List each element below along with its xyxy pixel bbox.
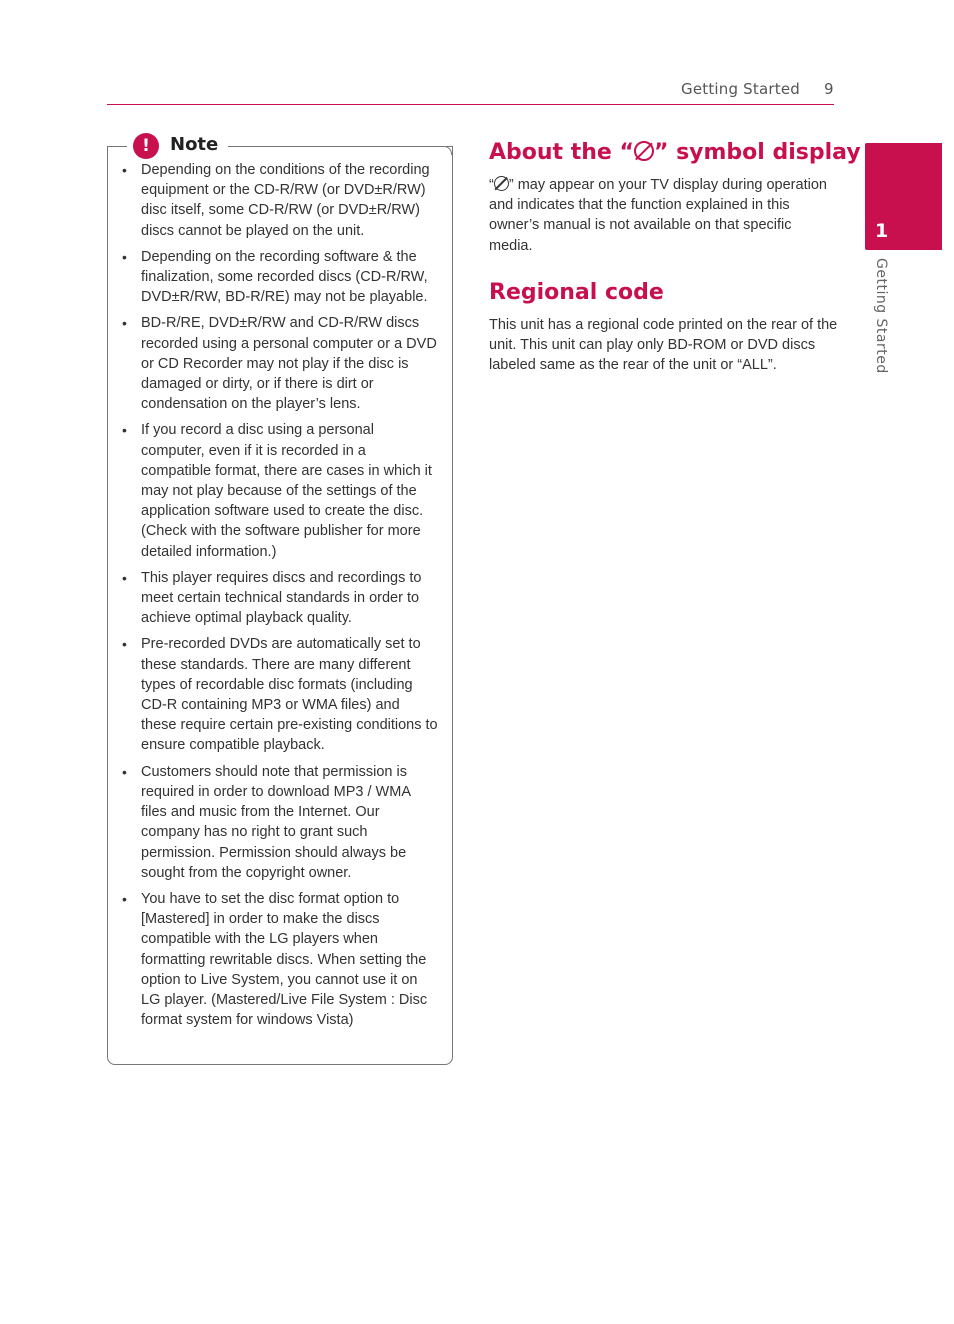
regional-section-title: Regional code <box>489 280 664 305</box>
prohibited-symbol-icon <box>634 141 654 161</box>
note-title: Note <box>170 134 219 155</box>
note-box-top-right-edge <box>228 146 452 147</box>
header-rule <box>107 104 834 105</box>
symbol-section-body <box>489 175 839 256</box>
note-item: • Depending on the conditions of the recording equipment or the CD-R/RW (or DVD±R/RW) disc itself, some CD-R/RW (or DVD±R/RW) discs cannot be played on the unit. <box>121 160 439 241</box>
symbol-title-after: ” symbol display <box>653 140 861 165</box>
note-item: • If you record a disc using a personal computer, even if it is recorded in a compatible format, there are cases in which it may not play because of the settings of the application software used to create the disc. (Check with the software publisher for more detailed information.) <box>121 420 439 561</box>
header-section-title: Getting Started <box>681 80 800 98</box>
chapter-number: 1 <box>875 220 889 242</box>
note-item: • Customers should note that permission is required in order to download MP3 / WMA files and music from the Internet. Our company has no right to grant such permission. Permission should always be sought from the copyright owner. <box>121 762 439 883</box>
note-box-top-left-edge <box>107 146 127 147</box>
regional-section-body: This unit has a regional code printed on the rear of the unit. This unit can play only BD-ROM or DVD discs labeled same as the rear of the unit or “ALL”. <box>489 317 838 374</box>
note-item: • Depending on the recording software & the finalization, some recorded discs (CD-R/RW, DVD±R/RW, BD-R/RE) may not be playable. <box>121 247 439 308</box>
exclamation-icon: ! <box>133 133 159 159</box>
symbol-body-before: “ <box>489 177 494 193</box>
chapter-side-label: Getting Started <box>873 258 889 374</box>
page-number: 9 <box>824 80 834 98</box>
note-item: • You have to set the disc format option to [Mastered] in order to make the discs compatible with the LG players when formatting rewritable discs. When setting the option to Live System, you cannot use it on LG player. (Mastered/Live File System : Disc format system for windows Vista) <box>121 889 439 1030</box>
note-item: • Pre-recorded DVDs are automatically set to these standards. There are many different types of recordable disc formats (including CD-R containing MP3 or WMA files) and these require certain pre-existing conditions to ensure compatible playback. <box>121 634 439 755</box>
symbol-title-before: About the “ <box>489 140 634 165</box>
note-list <box>121 160 439 1036</box>
symbol-section-title <box>489 140 861 165</box>
symbol-body-after: ” may appear on your TV display during operation and indicates that the function explained in this owner’s manual is not available on that specific media. <box>489 177 827 254</box>
note-item: • This player requires discs and recordings to meet certain technical standards in order to achieve optimal playback quality. <box>121 568 439 629</box>
prohibited-symbol-icon <box>494 176 509 191</box>
note-item: • BD-R/RE, DVD±R/RW and CD-R/RW discs recorded using a personal computer or a DVD or CD Recorder may not play if the disc is damaged or dirty, or if there is dirt or condensation on the player’s lens. <box>121 313 439 414</box>
